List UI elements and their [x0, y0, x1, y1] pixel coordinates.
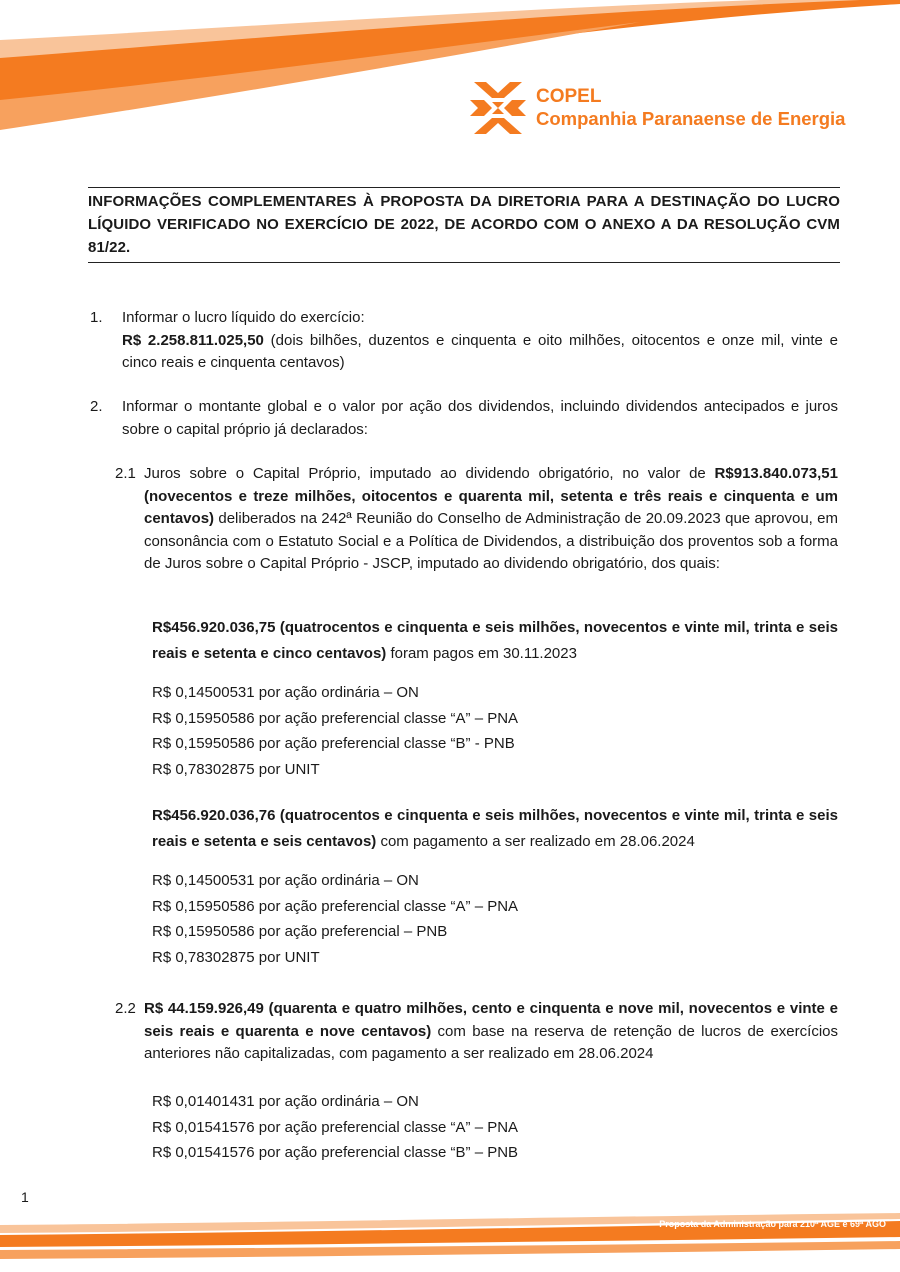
copel-logo — [470, 82, 845, 134]
logo-name-full: Companhia Paranaense de Energia — [536, 108, 846, 129]
item21-amount: R$913.840.073,51 (novecentos e treze milhões, oitocentos e quarenta mil, setenta e três reais e cinquenta e um centavos) — [144, 465, 838, 527]
value-line: R$ 0,15950586 por ação preferencial classe “A” – PNA — [152, 709, 519, 727]
value-line: R$ 0,01541576 por ação preferencial classe “B” – PNB — [152, 1144, 519, 1161]
item22-values — [152, 1089, 518, 1166]
document-title-box — [88, 187, 840, 263]
value-line: R$ 0,14500531 por ação ordinária – ON — [152, 872, 419, 889]
item1-question: Informar o lucro líquido do exercício: — [122, 309, 365, 326]
item22-rest: com base na reserva de retenção de lucros de exercícios anteriores não capitalizadas, com pagamento a ser realizado em 28.06.2024 — [144, 1022, 838, 1062]
item2-question: Informar o montante global e o valor por ação dos dividendos, incluindo dividendos antecipados e juros sobre o capital próprio já declarados: — [122, 398, 838, 438]
item1-amount: R$ 2.258.811.025,50 — [122, 331, 264, 349]
value-line: R$ 0,15950586 por ação preferencial classe “A” – PNA — [152, 897, 519, 915]
item2-number: 2. — [90, 398, 103, 415]
value-line: R$ 0,01401431 por ação ordinária – ON — [152, 1093, 419, 1110]
item21-part-b — [152, 803, 838, 855]
item22-number: 2.2 — [115, 1000, 136, 1017]
item21-part-a — [152, 615, 838, 667]
item1-number: 1. — [90, 309, 103, 326]
item21-part-b-values — [152, 868, 518, 970]
item22-paragraph — [144, 998, 838, 1066]
value-line: R$ 0,01541576 por ação preferencial classe “A” – PNA — [152, 1118, 519, 1136]
item21-number: 2.1 — [115, 465, 136, 482]
document-title: INFORMAÇÕES COMPLEMENTARES À PROPOSTA DA DIRETORIA PARA A DESTINAÇÃO DO LUCRO LÍQUIDO VERIFICADO NO EXERCÍCIO DE 2022, DE ACORDO COM O ANEXO A DA RESOLUÇÃO CVM 81/22. — [88, 193, 840, 256]
item22-amount: R$ 44.159.926,49 (quarenta e quatro milhões, cento e cinquenta e nove mil, novecentos e vinte e seis reais e quarenta e nove centavos) — [144, 1000, 838, 1040]
footer-caption: Proposta da Administração para 210ª AGE e 69ª AGO — [659, 1219, 886, 1229]
value-line: R$ 0,14500531 por ação ordinária – ON — [152, 684, 419, 701]
item21-lead: Juros sobre o Capital Próprio, imputado ao dividendo obrigatório, no valor de — [144, 465, 715, 482]
value-line: R$ 0,15950586 por ação preferencial classe “B” - PNB — [152, 735, 515, 752]
item1-block — [122, 307, 838, 375]
item21-part-a-values — [152, 680, 518, 782]
footer-swoosh — [0, 1205, 900, 1272]
value-line: R$ 0,78302875 por UNIT — [152, 948, 320, 966]
item21-part-b-rest: com pagamento a ser realizado em 28.06.2024 — [376, 833, 695, 850]
value-line: R$ 0,15950586 por ação preferencial – PNB — [152, 923, 448, 940]
item21-part-a-rest: foram pagos em 30.11.2023 — [386, 645, 577, 662]
item21-rest: deliberados na 242ª Reunião do Conselho de Administração de 20.09.2023 que aprovou, em consonância com o Estatuto Social e a Política de Dividendos, a distribuição dos proventos sob a forma de Juros sobre o Capital Próprio - JSCP, imputado ao dividendo obrigatório, dos quais: — [144, 510, 838, 572]
page-number: 1 — [21, 1189, 29, 1205]
item21-part-a-amount: R$456.920.036,75 (quatrocentos e cinquenta e seis milhões, novecentos e vinte mil, trinta e seis reais e setenta e cinco centavos) — [152, 619, 838, 662]
value-line: R$ 0,78302875 por UNIT — [152, 760, 320, 778]
logo-name-short: COPEL — [536, 86, 602, 107]
copel-logo-icon — [470, 82, 526, 134]
item1-amount-text: (dois bilhões, duzentos e cinquenta e oito milhões, oitocentos e onze mil, vinte e cinco reais e cinquenta centavos) — [122, 331, 838, 371]
item21-paragraph — [144, 463, 838, 576]
item21-part-b-amount: R$456.920.036,76 (quatrocentos e cinquenta e seis milhões, novecentos e vinte mil, trinta e seis reais e setenta e seis centavos) — [152, 807, 838, 850]
